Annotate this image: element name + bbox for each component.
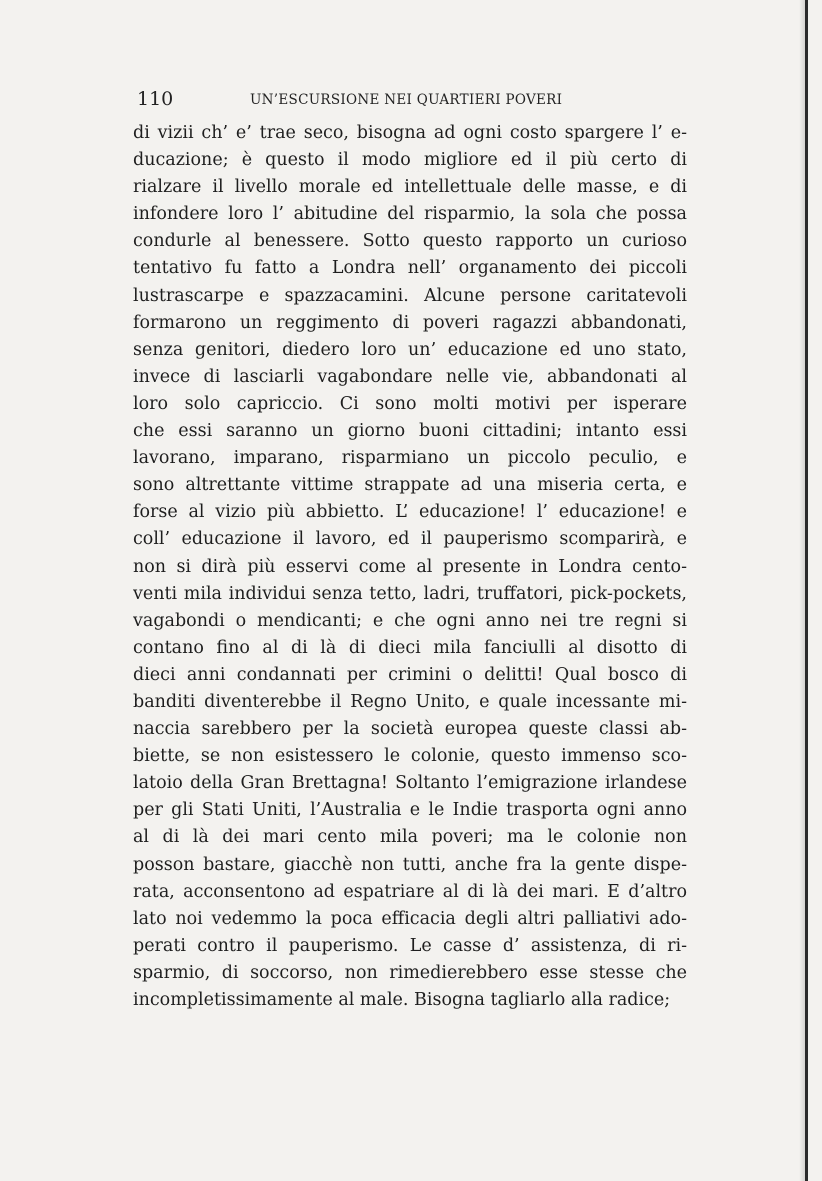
page-edge <box>805 0 808 1181</box>
text-line: venti mila individui senza tetto, ladri, truffatori, pick-pockets, <box>133 583 687 604</box>
text-line: loro solo capriccio. Ci sono molti motivi per isperare <box>133 393 687 414</box>
text-line: contano fino al di là di dieci mila fanciulli al disotto di <box>133 637 687 658</box>
text-line: sono altrettante vittime strappate ad una miseria certa, e <box>133 475 687 496</box>
text-line: naccia sarebbero per la società europea queste classi ab- <box>133 719 687 740</box>
text-line: rialzare il livello morale ed intellettuale delle masse, e di <box>133 177 687 198</box>
text-line: lato noi vedemmo la poca efficacia degli altri palliativi ado- <box>133 908 687 929</box>
text-line: senza genitori, diedero loro un’ educazione ed uno stato, <box>133 339 687 360</box>
text-line: rata, acconsentono ad espatriare al di là dei mari. E d’altro <box>133 881 687 902</box>
text-line: di vizii ch’ e’ trae seco, bisogna ad ogni costo spargere l’ e- <box>133 123 687 143</box>
running-head: UN’ESCURSIONE NEI QUARTIERI POVERI <box>250 92 563 108</box>
text-line: posson bastare, giacchè non tutti, anche fra la gente dispe- <box>133 854 687 875</box>
text-line: che essi saranno un giorno buoni cittadini; intanto essi <box>133 421 687 442</box>
text-line: sparmio, di soccorso, non rimedierebbero esse stesse che <box>133 962 687 983</box>
text-line: ducazione; è questo il modo migliore ed il più certo di <box>133 150 687 171</box>
text-line: lustrascarpe e spazzacamini. Alcune persone caritatevoli <box>133 285 687 306</box>
text-line: tentativo fu fatto a Londra nell’ organamento dei piccoli <box>133 258 687 279</box>
text-line: infondere loro l’ abitudine del risparmio, la sola che possa <box>133 204 687 225</box>
text-line: forse al vizio più abbietto. L’ educazione! l’ educazione! e <box>133 502 687 523</box>
text-line: formarono un reggimento di poveri ragazzi abbandonati, <box>133 312 687 333</box>
text-line: al di là dei mari cento mila poveri; ma le colonie non <box>133 827 687 848</box>
page-header <box>137 88 685 112</box>
text-line: dieci anni condannati per crimini o delitti! Qual bosco di <box>133 664 687 685</box>
text-line: invece di lasciarli vagabondare nelle vie, abbandonati al <box>133 366 687 387</box>
text-line: banditi diventerebbe il Regno Unito, e quale incessante mi- <box>133 691 687 712</box>
text-line: perati contro il pauperismo. Le casse d’ assistenza, di ri- <box>133 935 687 956</box>
text-line: lavorano, imparano, risparmiano un piccolo peculio, e <box>133 448 687 469</box>
text-line: latoio della Gran Brettagna! Soltanto l’emigrazione irlandese <box>133 773 687 794</box>
text-line: per gli Stati Uniti, l’Australia e le Indie trasporta ogni anno <box>133 800 687 821</box>
body-text <box>133 120 687 1014</box>
page-number: 110 <box>137 88 174 110</box>
text-line: vagabondi o mendicanti; e che ogni anno nei tre regni si <box>133 610 687 631</box>
text-line: incompletissimamente al male. Bisogna tagliarlo alla radice; <box>133 990 671 1010</box>
text-line: biette, se non esistessero le colonie, questo immenso sco- <box>133 746 687 767</box>
text-line: condurle al benessere. Sotto questo rapporto un curioso <box>133 231 687 252</box>
text-line: non si dirà più esservi come al presente in Londra cento- <box>133 556 687 577</box>
text-line: coll’ educazione il lavoro, ed il pauperismo scomparirà, e <box>133 529 687 550</box>
